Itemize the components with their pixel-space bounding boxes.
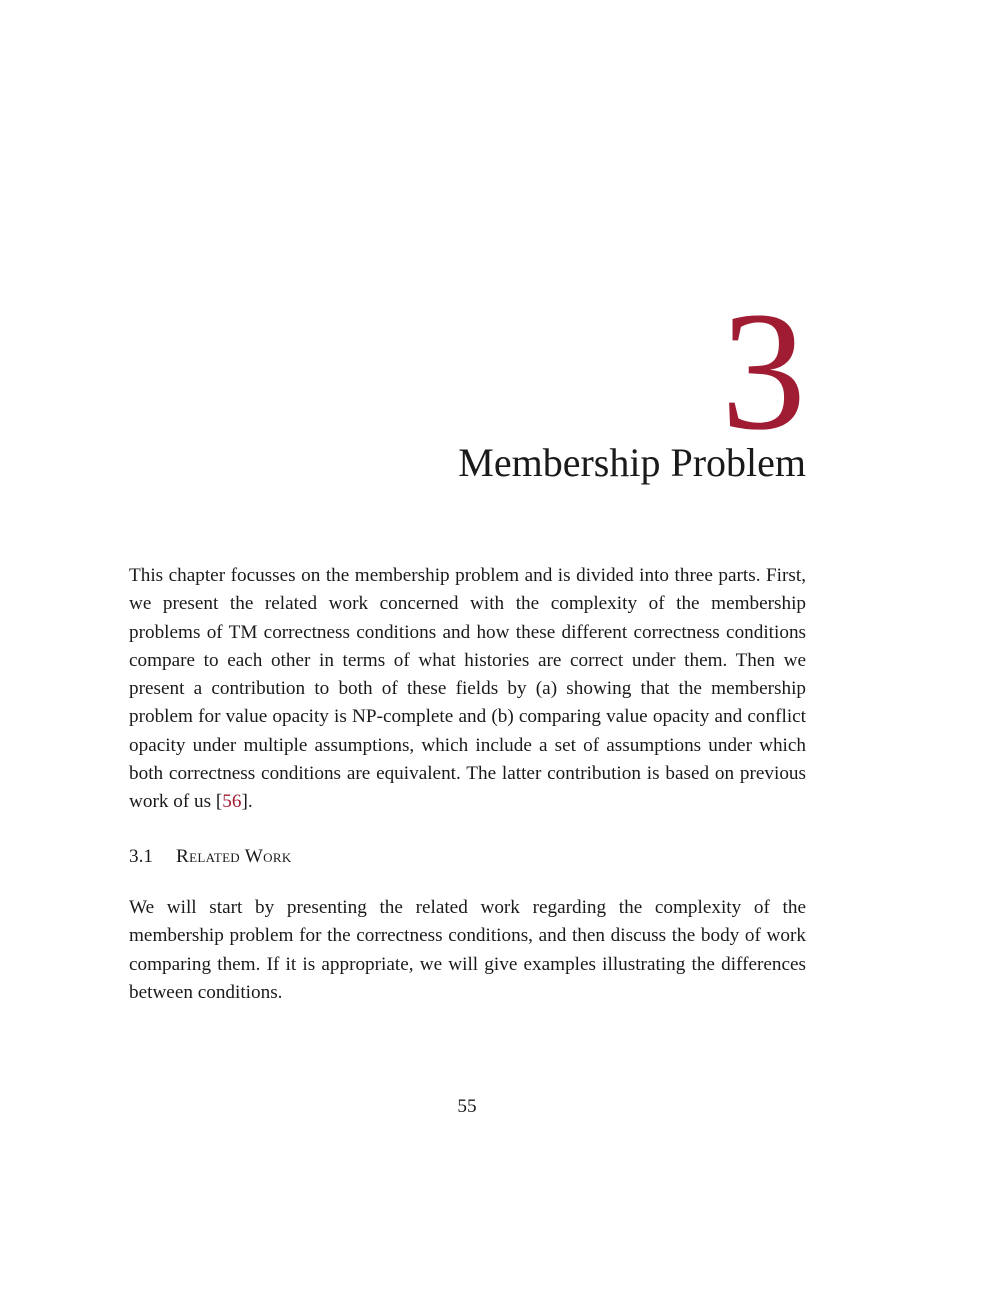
intro-text-end: ]. (241, 791, 253, 813)
page-number: 55 (457, 1096, 477, 1117)
intro-paragraph (129, 562, 806, 817)
intro-text: This chapter focusses on the membership problem and is divided into three parts. First, we present the related work concerned with the complexity of the membership problems of TM correctness conditions and how these different correctness conditions compare to each other in terms of what histories are correct under them. Then we present a contribution to both of these fields by (a) showing that the membership problem for value opacity is NP-complete and (b) comparing value opacity and conflict opacity under multiple assumptions, which include a set of assumptions under which both correctness conditions are equivalent. The latter contribution is based on previous work of us [ (129, 565, 806, 813)
citation-link[interactable]: 56 (222, 791, 242, 813)
related-work-paragraph: We will start by presenting the related work regarding the complexity of the membership problem for the correctness conditions, and then discuss the body of work comparing them. If it is appropriate, we will give examples illustrating the differences between conditions. (129, 897, 806, 1003)
chapter-title: Membership Problem (458, 440, 806, 485)
section-number: 3.1 (129, 846, 153, 867)
chapter-number: 3 (721, 277, 806, 465)
section-heading (129, 846, 292, 868)
section-title: Related Work (176, 846, 292, 867)
